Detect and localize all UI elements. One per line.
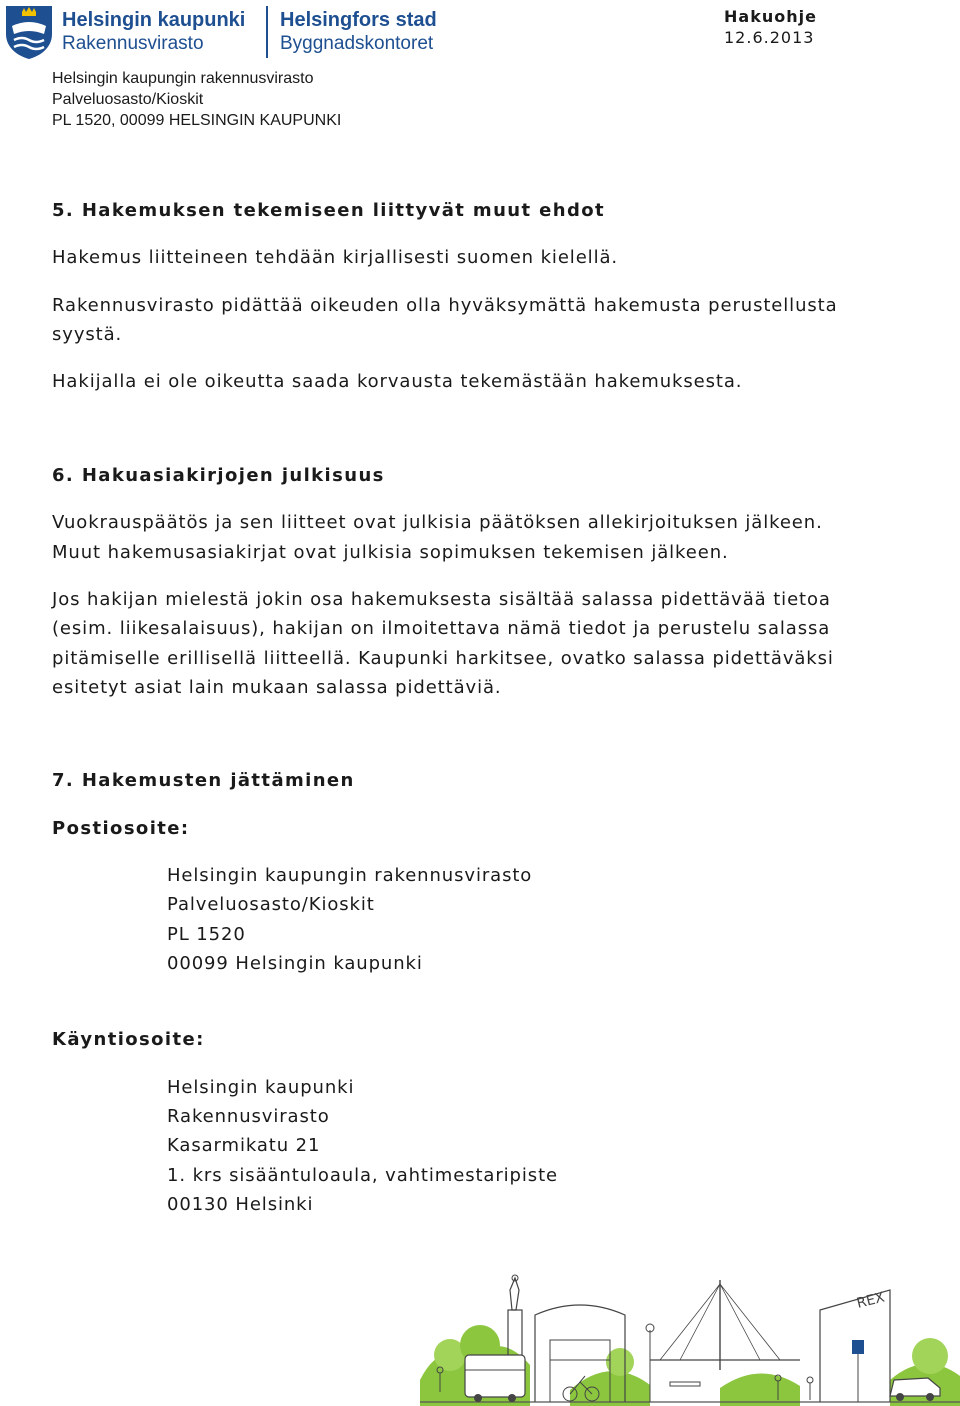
logo-sv-unit: Byggnadskontoret bbox=[280, 33, 434, 54]
sender-address bbox=[52, 68, 341, 131]
section-5-paragraph: Rakennusvirasto pidättää oikeuden olla hyväksymättä hakemusta perustellusta bbox=[52, 295, 838, 316]
document-date: 12.6.2013 bbox=[724, 28, 815, 47]
sender-line: Helsingin kaupungin rakennusvirasto bbox=[52, 70, 314, 87]
section-5-paragraph: syystä. bbox=[52, 324, 123, 345]
postal-address-label: Postiosoite: bbox=[52, 818, 190, 839]
section-6-paragraph: Muut hakemusasiakirjat ovat julkisia sopimuksen tekemisen jälkeen. bbox=[52, 542, 729, 563]
section-7-heading: 7. Hakemusten jättäminen bbox=[52, 770, 355, 791]
postal-address-line: PL 1520 bbox=[167, 924, 246, 945]
visiting-address-label: Käyntiosoite: bbox=[52, 1029, 205, 1050]
section-5-paragraph: Hakemus liitteineen tehdään kirjallisesti suomen kielellä. bbox=[52, 247, 619, 268]
logo-fi-name: Helsingin kaupunki bbox=[62, 9, 246, 31]
sender-line: PL 1520, 00099 HELSINGIN KAUPUNKI bbox=[52, 112, 342, 129]
section-5-heading: 5. Hakemuksen tekemiseen liittyvät muut ehdot bbox=[52, 200, 606, 221]
section-6-paragraph: (esim. liikesalaisuus), hakijan on ilmoitettava nämä tiedot ja perustelu salassa bbox=[52, 618, 831, 639]
visiting-address-line: Kasarmikatu 21 bbox=[167, 1135, 321, 1156]
section-6-paragraph: Vuokrauspäätös ja sen liitteet ovat julkisia päätöksen allekirjoituksen jälkeen. bbox=[52, 512, 823, 533]
city-street-illustration-icon bbox=[420, 1270, 960, 1406]
section-6-paragraph: Jos hakijan mielestä jokin osa hakemuksesta sisältää salassa pidettävää tietoa bbox=[52, 589, 831, 610]
svg-text:REX: REX bbox=[855, 1289, 887, 1312]
helsinki-crest-icon bbox=[4, 4, 54, 60]
visiting-address-line: Rakennusvirasto bbox=[167, 1106, 330, 1127]
section-6-paragraph: esitetyt asiat lain mukaan salassa pidettäviä. bbox=[52, 677, 502, 698]
visiting-address-line: Helsingin kaupunki bbox=[167, 1077, 355, 1098]
document-title: Hakuohje bbox=[724, 7, 817, 26]
document-meta bbox=[724, 6, 817, 48]
postal-address-line: Palveluosasto/Kioskit bbox=[167, 894, 375, 915]
postal-address-line: Helsingin kaupungin rakennusvirasto bbox=[167, 865, 533, 886]
section-6-paragraph: pitämiselle erillisellä liitteellä. Kaupunki harkitsee, ovatko salassa pidettäväksi bbox=[52, 648, 834, 669]
visiting-address-line: 1. krs sisääntuloaula, vahtimestaripiste bbox=[167, 1165, 558, 1186]
section-6-heading: 6. Hakuasiakirjojen julkisuus bbox=[52, 465, 385, 486]
logo-fi-unit: Rakennusvirasto bbox=[62, 33, 204, 54]
logo-sv-name: Helsingfors stad bbox=[280, 9, 437, 31]
postal-address-line: 00099 Helsingin kaupunki bbox=[167, 953, 423, 974]
city-logo bbox=[4, 4, 444, 60]
section-5-paragraph: Hakijalla ei ole oikeutta saada korvausta tekemästään hakemuksesta. bbox=[52, 371, 743, 392]
sender-line: Palveluosasto/Kioskit bbox=[52, 91, 204, 108]
logo-divider bbox=[266, 6, 268, 58]
visiting-address-line: 00130 Helsinki bbox=[167, 1194, 314, 1215]
